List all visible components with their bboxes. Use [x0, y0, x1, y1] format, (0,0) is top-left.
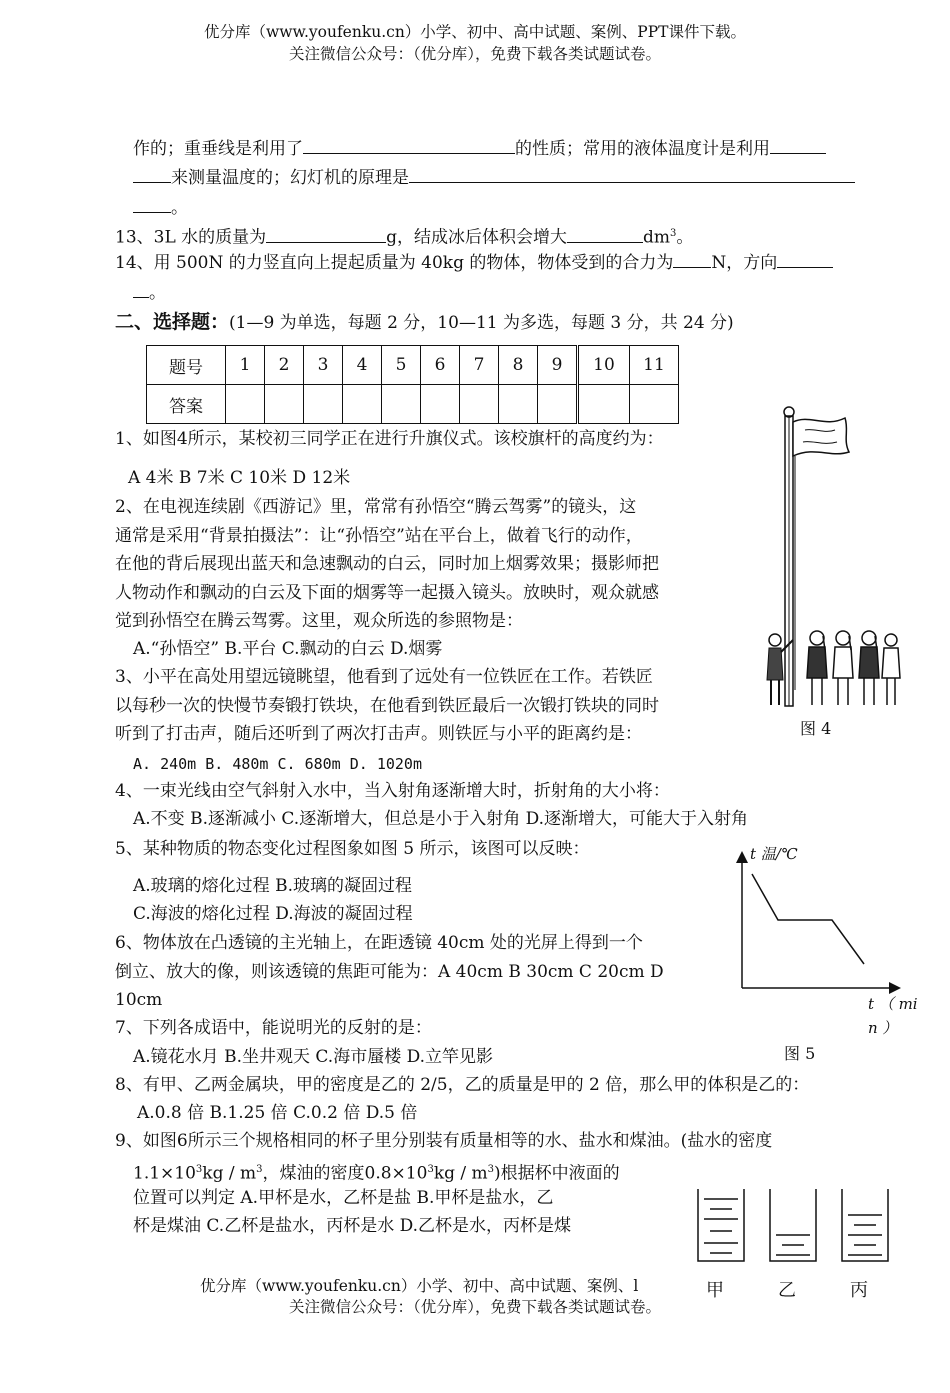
answer-blank	[409, 166, 855, 183]
answer-cell[interactable]	[421, 385, 460, 424]
question-12-line-1	[133, 137, 826, 160]
answer-cell[interactable]	[460, 385, 499, 424]
table-row	[147, 346, 679, 385]
q12-text-d: 。	[171, 198, 188, 218]
q1-stem: 1、如图4所示，某校初三同学正在进行升旗仪式。该校旗杆的高度约为：	[115, 429, 664, 449]
q6-line-1: 6、物体放在凸透镜的主光轴上，在距透镜 40cm 处的光屏上得到一个	[115, 933, 643, 953]
table-cell: 11	[630, 346, 679, 385]
q6-line-3: 10cm	[115, 990, 163, 1010]
figure-5-y-label: t 温/℃	[750, 845, 798, 863]
table-header-cell: 答案	[147, 385, 226, 424]
question-14-line-1	[115, 251, 833, 274]
q5-options-2: C.海波的熔化过程 D.海波的凝固过程	[133, 904, 413, 924]
q12-text-a: 作的；重垂线是利用了	[133, 139, 303, 159]
figure-4-flagpole-illustration	[745, 400, 905, 720]
q8-options: A.0.8 倍 B.1.25 倍 C.0.2 倍 D.5 倍	[137, 1103, 418, 1123]
answer-cell[interactable]	[578, 385, 630, 424]
q9-line-4: 杯是煤油 C.乙杯是盐水，丙杯是水 D.乙杯是水，丙杯是煤	[133, 1216, 572, 1236]
cup-label-bing: 丙	[850, 1280, 868, 1301]
answer-cell[interactable]	[382, 385, 421, 424]
q14-text-a: 14、用 500N 的力竖直向上提起质量为 40kg 的物体，物体受到的合力为	[115, 253, 674, 273]
q3-line-3: 听到了打击声，随后还听到了两次打击声。则铁匠与小平的距离约是：	[115, 724, 642, 744]
answer-blank	[567, 226, 643, 243]
q13-superscript: 3	[670, 228, 677, 239]
q2-options: A.“孙悟空” B.平台 C.飘动的白云 D.烟雾	[133, 639, 443, 659]
q12-text-c: 来测量温度的；幻灯机的原理是	[171, 168, 409, 188]
q9-line-3: 位置可以判定 A.甲杯是水，乙杯是盐 B.甲杯是盐水，乙	[133, 1188, 554, 1208]
q13-text-d: 。	[676, 227, 694, 248]
q13-text-a: 13、3L 水的质量为	[115, 227, 267, 248]
cup-label-jia: 甲	[706, 1280, 724, 1301]
cup-label-yi: 乙	[778, 1280, 796, 1301]
q2-line-4: 人物动作和飘动的白云及下面的烟雾等一起摄入镜头。放映时，观众就感	[115, 583, 659, 603]
cooling-curve	[752, 874, 864, 964]
answer-cell[interactable]	[499, 385, 538, 424]
q7-stem: 7、下列各成语中，能说明光的反射的是：	[115, 1018, 432, 1038]
header-line-2: 关注微信公众号：（优分库），免费下载各类试题试卷。	[288, 45, 661, 63]
answer-cell[interactable]	[265, 385, 304, 424]
section-note: (1—9 为单选，每题 2 分，10—11 为多选，每题 3 分，共 24 分)	[229, 313, 734, 333]
figure-5-caption: 图 5	[784, 1044, 816, 1063]
table-cell: 4	[343, 346, 382, 385]
q9-line-1: 9、如图6所示三个规格相同的杯子里分别装有质量相等的水、盐水和煤油。(盐水的密度	[115, 1131, 773, 1151]
q3-line-2: 以每秒一次的快慢节奏锻打铁块，在他看到铁匠最后一次锻打铁块的同时	[115, 696, 659, 716]
q4-stem: 4、一束光线由空气斜射入水中，当入射角逐渐增大时，折射角的大小将：	[115, 781, 670, 801]
answer-cell[interactable]	[538, 385, 578, 424]
answer-table	[146, 345, 679, 424]
q13-text-c: dm	[643, 227, 671, 248]
figure-6-three-cups	[690, 1185, 910, 1265]
q5-stem: 5、某种物质的物态变化过程图象如图 5 所示，该图可以反映：	[115, 839, 590, 859]
table-cell: 9	[538, 346, 578, 385]
table-row	[147, 385, 679, 424]
answer-blank	[133, 281, 149, 298]
q3-line-1: 3、小平在高处用望远镜眺望，他看到了远处有一位铁匠在工作。若铁匠	[115, 667, 653, 687]
table-cell: 5	[382, 346, 421, 385]
table-cell: 1	[226, 346, 265, 385]
q3-options: A. 240m B. 480m C. 680m D. 1020m	[133, 755, 422, 773]
q2-line-1: 2、在电视连续剧《西游记》里，常常有孙悟空“腾云驾雾”的镜头，这	[115, 497, 637, 517]
q12-text-b: 的性质；常用的液体温度计是利用	[515, 139, 770, 159]
answer-blank	[133, 166, 171, 183]
answer-cell[interactable]	[304, 385, 343, 424]
answer-cell[interactable]	[630, 385, 679, 424]
section-title: 二、选择题：	[115, 311, 230, 333]
q2-line-2: 通常是采用“背景拍摄法”：让“孙悟空”站在平台上，做着飞行的动作，	[115, 526, 643, 546]
footer-line-1: 优分库（www.youfenku.cn）小学、初中、高中试题、案例、l	[200, 1277, 639, 1295]
section-2-heading	[115, 307, 734, 334]
answer-blank	[777, 251, 833, 268]
answer-cell[interactable]	[226, 385, 265, 424]
table-cell: 8	[499, 346, 538, 385]
answer-blank	[303, 137, 515, 154]
table-cell: 6	[421, 346, 460, 385]
figure-4-caption: 图 4	[800, 719, 832, 738]
q2-line-3: 在他的背后展现出蓝天和急速飘动的白云，同时加上烟雾效果；摄影师把	[115, 554, 659, 574]
answer-blank	[673, 251, 711, 268]
q9-line-2: $1.1\times 10^3kg / m^3$，煤油的密度$0.8\times 10^3kg / m^3$)根据杯中液面的	[133, 1163, 620, 1184]
question-14-line-2	[133, 281, 166, 304]
figure-5-x-label-1: t （ mi	[868, 995, 918, 1013]
answer-blank	[133, 196, 171, 213]
q14-text-c: 。	[149, 283, 166, 303]
header-line-1: 优分库（www.youfenku.cn）小学、初中、高中试题、案例、PPT课件下载。	[203, 23, 747, 41]
q2-line-5: 觉到孙悟空在腾云驾雾。这里，观众所选的参照物是：	[115, 611, 523, 631]
answer-cell[interactable]	[343, 385, 382, 424]
footer-line-2: 关注微信公众号：（优分库），免费下载各类试题试卷。	[288, 1298, 661, 1316]
figure-5-temperature-graph	[736, 840, 906, 1000]
question-12-line-3	[133, 196, 188, 219]
table-cell: 3	[304, 346, 343, 385]
table-cell: 2	[265, 346, 304, 385]
q13-text-b: g，结成冰后体积会增大	[386, 227, 568, 248]
question-13	[115, 223, 693, 249]
table-cell: 10	[578, 346, 630, 385]
answer-blank	[266, 226, 386, 243]
q6-line-2: 倒立、放大的像，则该透镜的焦距可能为：A 40cm B 30cm C 20cm D	[115, 962, 664, 982]
figure-5-x-label-2: n ）	[868, 1019, 898, 1037]
q1-options: A 4米 B 7米 C 10米 D 12米	[128, 468, 351, 488]
question-12-line-2	[133, 166, 855, 189]
table-header-cell: 题号	[147, 346, 226, 385]
q7-options: A.镜花水月 B.坐井观天 C.海市蜃楼 D.立竿见影	[133, 1047, 494, 1067]
q5-options-1: A.玻璃的熔化过程 B.玻璃的凝固过程	[133, 876, 412, 896]
table-cell: 7	[460, 346, 499, 385]
q4-options: A.不变 B.逐渐减小 C.逐渐增大，但总是小于入射角 D.逐渐增大，可能大于入射角	[133, 809, 749, 829]
q8-stem: 8、有甲、乙两金属块，甲的密度是乙的 2/5，乙的质量是甲的 2 倍，那么甲的体积是乙的：	[115, 1075, 810, 1095]
answer-blank	[770, 137, 826, 154]
q14-text-b: N，方向	[711, 253, 778, 273]
